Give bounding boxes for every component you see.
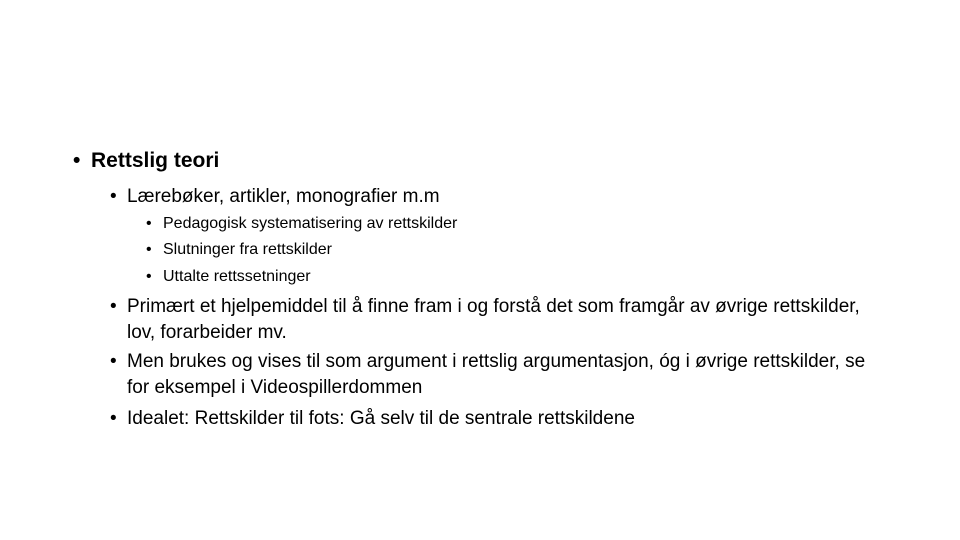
bullet-text: Primært et hjelpemiddel til å finne fram i og forstå det som framgår av øvrige rettskilder, lov, forarbeider mv. bbox=[127, 296, 860, 343]
bullet-text: Uttalte rettssetninger bbox=[163, 268, 311, 285]
bullet-text: Pedagogisk systematisering av rettskilder bbox=[163, 215, 458, 232]
bullet-icon: • bbox=[73, 149, 81, 172]
bullet-icon: • bbox=[110, 408, 117, 429]
bullet-text: Lærebøker, artikler, monografier m.m bbox=[127, 186, 440, 207]
bullet-icon: • bbox=[110, 186, 117, 207]
bullet-item-level2 bbox=[110, 406, 887, 432]
bullet-item-level3 bbox=[146, 211, 457, 237]
bullet-item-level2 bbox=[110, 294, 887, 346]
bullet-icon: • bbox=[146, 241, 152, 258]
bullet-text: Slutninger fra rettskilder bbox=[163, 241, 332, 258]
bullet-text: Men brukes og vises til som argument i rettslig argumentasjon, óg i øvrige rettskilder, se for eksempel i Videospillerdommen bbox=[127, 351, 866, 398]
bullet-item-level3 bbox=[146, 237, 332, 263]
bullet-item-level3 bbox=[146, 264, 311, 290]
bullet-icon: • bbox=[146, 268, 152, 285]
bullet-text: Idealet: Rettskilder til fots: Gå selv til de sentrale rettskildene bbox=[127, 408, 635, 429]
bullet-item-level1 bbox=[73, 147, 219, 175]
bullet-icon: • bbox=[146, 215, 152, 232]
heading-rettslig-teori: Rettslig teori bbox=[91, 149, 220, 172]
bullet-icon: • bbox=[110, 351, 117, 372]
bullet-item-level2 bbox=[110, 184, 887, 210]
bullet-icon: • bbox=[110, 296, 117, 317]
bullet-item-level2 bbox=[110, 349, 887, 401]
